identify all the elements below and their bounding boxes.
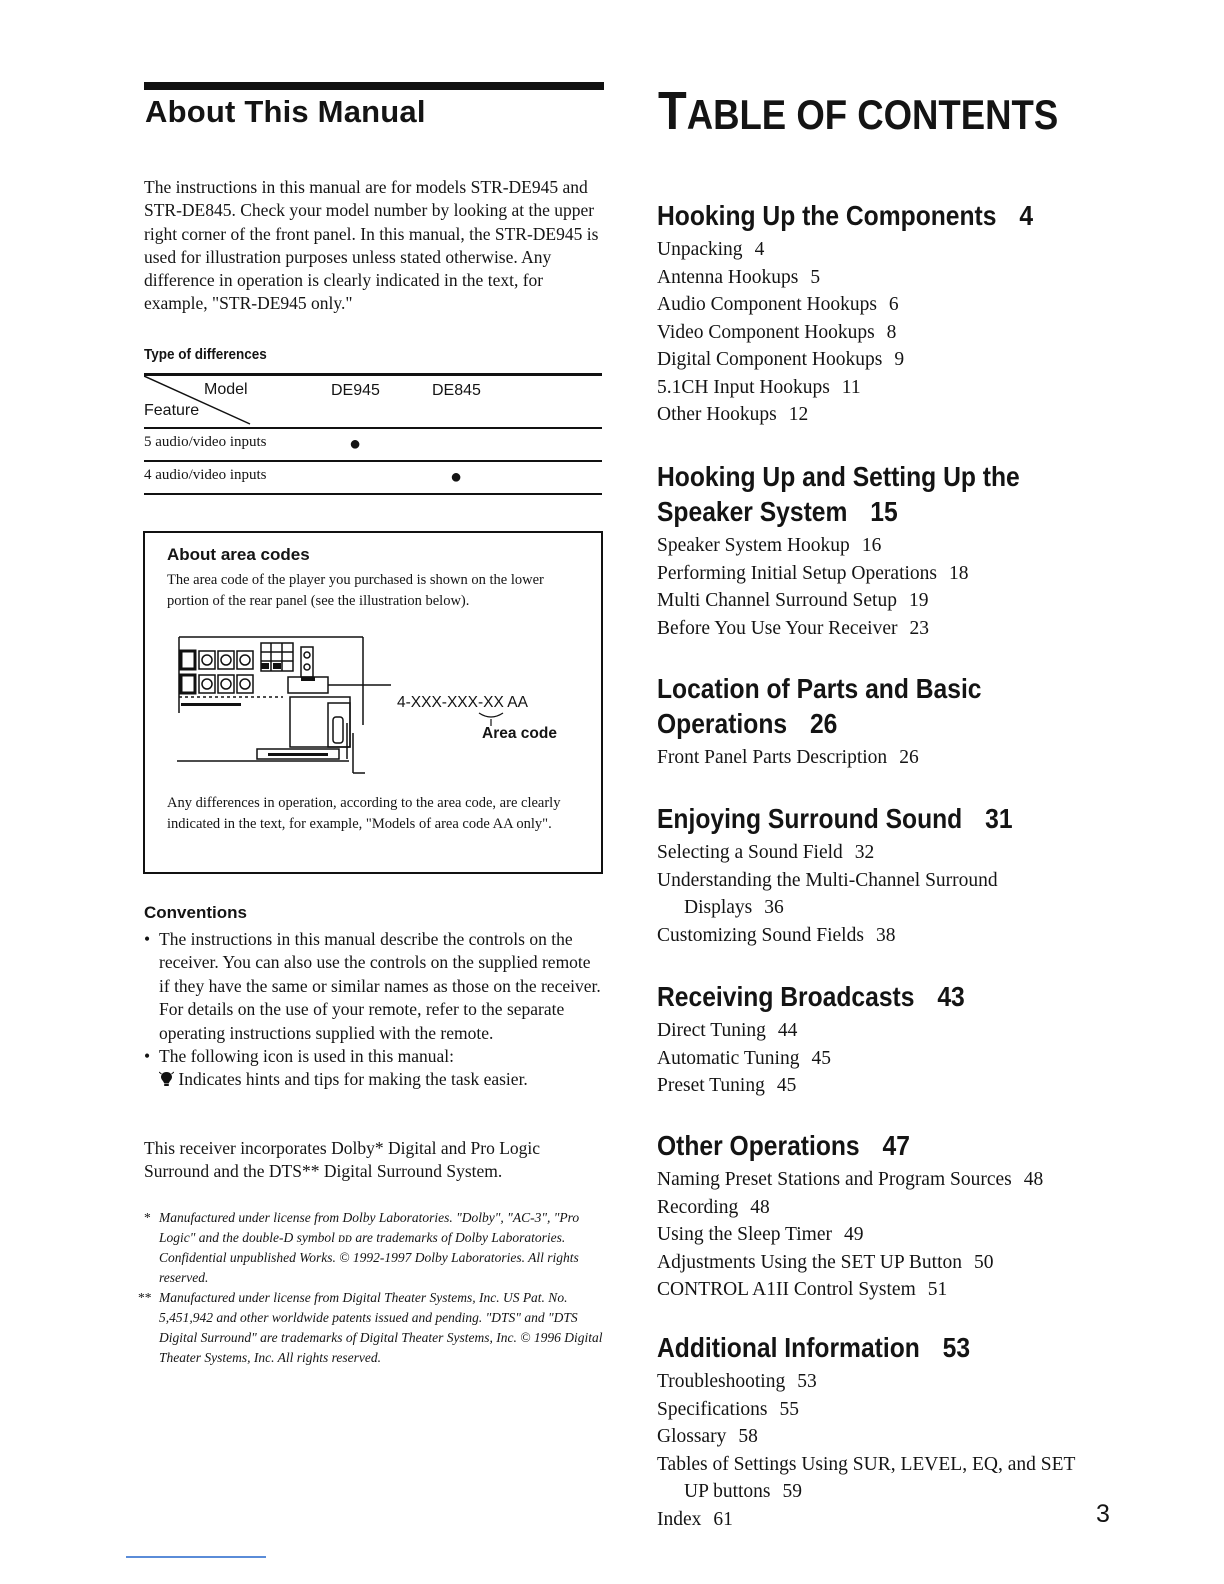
toc-entry[interactable]: Customizing Sound Fields 38 — [657, 924, 896, 946]
dolby-dts-text: This receiver incorporates Dolby* Digital and Pro Logic Surround and the DTS** Digital Surround System. — [144, 1138, 541, 1182]
hint-text: Indicates hints and tips for making the task easier. — [178, 1069, 528, 1090]
page-number: 3 — [1096, 1500, 1110, 1528]
toc-entry[interactable]: Performing Initial Setup Operations 18 — [657, 562, 969, 584]
toc-entry-cont[interactable]: UP buttons 59 — [684, 1481, 803, 1502]
mark-dot: ● — [450, 466, 463, 488]
column-de945: DE945 — [331, 382, 380, 399]
toc-entry[interactable]: Tables of Settings Using SUR, LEVEL, EQ, and SET — [657, 1453, 1076, 1475]
bottom-rule — [126, 1556, 266, 1558]
toc-entry[interactable]: Specifications 55 — [657, 1398, 799, 1420]
toc-entry[interactable]: Glossary 58 — [657, 1426, 758, 1447]
section-heading[interactable]: Location of Parts and Basic — [657, 673, 982, 704]
toc-entry[interactable]: Automatic Tuning 45 — [657, 1047, 831, 1069]
toc-section — [657, 801, 1127, 949]
toc-entry[interactable]: Naming Preset Stations and Program Sources 48 — [657, 1169, 1044, 1190]
header-model: Model — [204, 381, 248, 398]
intro-paragraph: The instructions in this manual are for models STR-DE945 and STR-DE845. Check your model number by looking at the upper right corner of the front panel. In this manual, the STR-DE945 is used for illustration purposes unless stated otherwise. Any difference in operation is clearly indicated in the text, for example, "STR-DE945 only." — [144, 177, 599, 314]
toc-entry[interactable]: Front Panel Parts Description 26 — [657, 747, 919, 768]
footnotes — [138, 1208, 614, 1368]
section-heading-cont[interactable]: Operations 26 — [657, 708, 838, 739]
section-heading[interactable]: Hooking Up the Components 4 — [657, 200, 1034, 231]
toc-entry[interactable]: Recording 48 — [657, 1196, 770, 1218]
toc-section — [657, 671, 1127, 772]
toc-entry[interactable]: Multi Channel Surround Setup 19 — [657, 590, 929, 611]
toc-section — [657, 979, 1127, 1100]
toc-entry-cont[interactable]: Displays 36 — [684, 897, 784, 918]
footnote-dolby — [144, 1208, 614, 1288]
toc-entry[interactable]: Preset Tuning 45 — [657, 1075, 797, 1096]
area-code-label: Area code — [482, 725, 557, 742]
convention-item: • The instructions in this manual describe the controls on the receiver. You can also use the controls on the supplied remote if they have the same or similar names as those on the receiver. For details on the use of your remote, refer to the separate operating instructions supplied with the remote. — [144, 928, 604, 1045]
toc-entry[interactable]: 5.1CH Input Hookups 11 — [657, 376, 861, 398]
toc-section — [657, 198, 1127, 429]
toc-section — [657, 459, 1127, 642]
area-codes-title: About area codes — [167, 545, 310, 564]
row-feature: 5 audio/video inputs — [144, 434, 267, 450]
differences-label: Type of differences — [144, 346, 267, 363]
header-feature: Feature — [144, 402, 200, 419]
toc-title: TABLE OF CONTENTS — [658, 81, 1059, 141]
area-codes-box — [143, 531, 603, 874]
hint-line — [144, 1068, 604, 1091]
toc-entry[interactable]: Other Hookups 12 — [657, 404, 809, 425]
convention-item: • The following icon is used in this manual: — [144, 1045, 604, 1068]
area-code-example: 4-XXX-XXX-XX AA — [397, 694, 528, 711]
conventions-list — [144, 928, 604, 1092]
area-codes-text: The area code of the player you purchased is shown on the lower portion of the rear panel (see the illustration below). — [167, 572, 544, 609]
toc-entry[interactable]: Audio Component Hookups 6 — [657, 294, 899, 315]
section-heading[interactable]: Hooking Up and Setting Up the — [657, 461, 1020, 492]
footnote-text: Manufactured under license from Digital Theater Systems, Inc. US Pat. No. 5,451,942 and other worldwide patents issued and pending. "DTS" and "DTS Digital Surround" are trademarks of Digital Theater Systems, Inc. © 1996 Digital Theater Systems, Inc. All rights reserved. — [159, 1290, 603, 1365]
conventions-title: Conventions — [144, 903, 247, 922]
mark-dot: ● — [349, 433, 362, 455]
section-heading[interactable]: Other Operations 47 — [657, 1130, 910, 1161]
toc-entry[interactable]: Troubleshooting 53 — [657, 1371, 817, 1392]
toc-entry[interactable]: Index 61 — [657, 1508, 733, 1530]
lightbulb-icon — [159, 1070, 174, 1087]
footnote-text: Manufactured under license from Dolby Laboratories. "Dolby", "AC-3", "Pro Logic" and the double-D symbol ᴅᴅ are trademarks of Dolby Laboratories. Confidential unpublished Works. © 1992-1997 Dolby Laboratories. All rights reserved. — [159, 1210, 580, 1285]
footnote-mark: ** — [138, 1290, 152, 1305]
toc-entry[interactable]: Selecting a Sound Field 32 — [657, 842, 875, 863]
toc-entry[interactable]: CONTROL A1II Control System 51 — [657, 1279, 948, 1300]
toc-entry[interactable]: Unpacking 4 — [657, 239, 765, 260]
title-rule — [144, 82, 604, 90]
toc-entry[interactable]: Speaker System Hookup 16 — [657, 535, 882, 556]
area-codes-note: Any differences in operation, according to the area code, are clearly indicated in the text, for example, "Models of area code AA only". — [167, 795, 561, 832]
toc-entry[interactable]: Before You Use Your Receiver 23 — [657, 617, 929, 639]
section-heading[interactable]: Additional Information 53 — [657, 1332, 971, 1363]
row-feature: 4 audio/video inputs — [144, 467, 267, 483]
footnote-dts — [138, 1288, 614, 1368]
about-title: About This Manual — [145, 94, 426, 129]
toc-entry[interactable]: Digital Component Hookups 9 — [657, 349, 905, 370]
column-de845: DE845 — [432, 382, 481, 399]
toc-section — [657, 1330, 1127, 1533]
toc-entry[interactable]: Antenna Hookups 5 — [657, 266, 821, 288]
footnote-mark: * — [144, 1210, 151, 1225]
toc-entry[interactable]: Adjustments Using the SET UP Button 50 — [657, 1251, 994, 1273]
section-heading-cont[interactable]: Speaker System 15 — [657, 496, 898, 527]
toc-entry[interactable]: Video Component Hookups 8 — [657, 321, 897, 343]
toc-entry[interactable]: Direct Tuning 44 — [657, 1020, 798, 1041]
toc-entry[interactable]: Using the Sleep Timer 49 — [657, 1224, 864, 1245]
section-heading[interactable]: Receiving Broadcasts 43 — [657, 981, 965, 1012]
section-heading[interactable]: Enjoying Surround Sound 31 — [657, 803, 1013, 834]
toc-entry[interactable]: Understanding the Multi-Channel Surround — [657, 869, 998, 891]
toc-section — [657, 1128, 1127, 1304]
